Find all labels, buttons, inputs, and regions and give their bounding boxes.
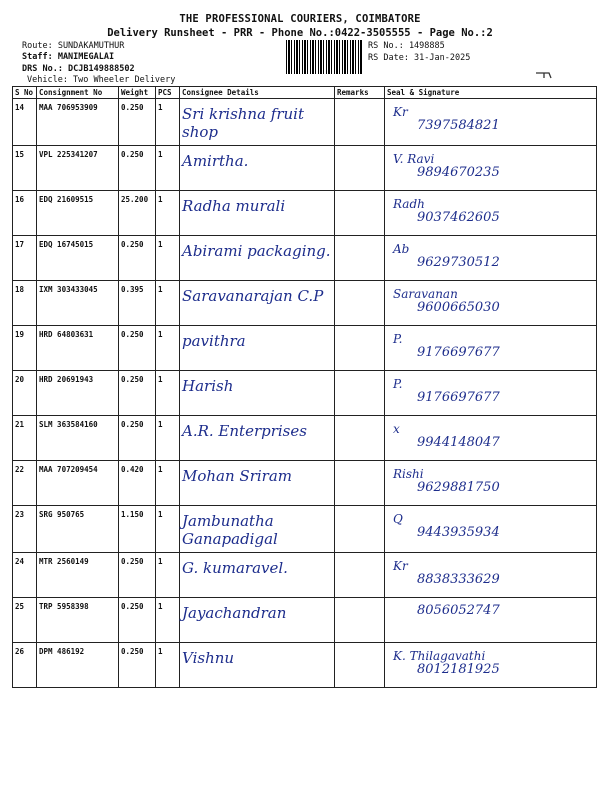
table-row [13, 191, 597, 236]
consignment-cell: EDQ 21609515 [37, 191, 119, 236]
remarks-cell [335, 598, 385, 643]
signature-phone: 9629881750 [417, 480, 500, 495]
consignee-cell: A.R. Enterprises [180, 416, 335, 461]
remarks-cell [335, 99, 385, 146]
signature-phone: 9944148047 [417, 435, 500, 450]
consignment-cell: VPL 225341207 [37, 146, 119, 191]
signature-phone: 8838333629 [417, 572, 500, 587]
signature-phone: 8012181925 [417, 662, 500, 677]
consignment-cell: SRG 950765 [37, 506, 119, 553]
signature-name: Kr [393, 105, 408, 119]
consignment-cell: HRD 64803631 [37, 326, 119, 371]
signature-name: Radh [393, 197, 425, 211]
signature-cell [385, 506, 597, 553]
remarks-cell [335, 281, 385, 326]
weight-cell: 25.200 [119, 191, 156, 236]
signature-name: Rishi [393, 467, 424, 481]
pcs-cell: 1 [156, 326, 180, 371]
sno-cell: 21 [13, 416, 37, 461]
pcs-cell: 1 [156, 461, 180, 506]
signature-phone: 9629730512 [417, 255, 500, 270]
sno-cell: 15 [13, 146, 37, 191]
remarks-cell [335, 371, 385, 416]
remarks-cell [335, 461, 385, 506]
consignee-cell: Mohan Sriram [180, 461, 335, 506]
weight-cell: 0.250 [119, 99, 156, 146]
col-header-consignment: Consignment No [37, 87, 119, 99]
signature-cell [385, 99, 597, 146]
signature-name: Q [393, 512, 403, 526]
pcs-cell: 1 [156, 598, 180, 643]
table-row [13, 643, 597, 688]
consignment-cell: IXM 303433045 [37, 281, 119, 326]
table-header-row [13, 87, 597, 99]
signature-cell [385, 371, 597, 416]
weight-cell: 0.250 [119, 416, 156, 461]
signature-name: P. [393, 332, 403, 346]
runsheet-table [12, 86, 597, 688]
weight-cell: 0.250 [119, 326, 156, 371]
consignee-cell: Jayachandran [180, 598, 335, 643]
sno-cell: 20 [13, 371, 37, 416]
signature-cell [385, 643, 597, 688]
table-row [13, 553, 597, 598]
sno-cell: 22 [13, 461, 37, 506]
col-header-remarks: Remarks [335, 87, 385, 99]
signature-name: x [393, 422, 400, 436]
consignment-cell: TRP 5958398 [37, 598, 119, 643]
pcs-cell: 1 [156, 416, 180, 461]
signature-phone: 9600665030 [417, 300, 500, 315]
remarks-cell [335, 326, 385, 371]
weight-cell: 0.250 [119, 146, 156, 191]
remarks-cell [335, 553, 385, 598]
remarks-cell [335, 146, 385, 191]
signature-name: Ab [393, 242, 410, 256]
consignment-cell: SLM 363584160 [37, 416, 119, 461]
signature-cell [385, 598, 597, 643]
rs-number: RS No.: 1498885 [368, 41, 445, 51]
consignee-cell: Sri krishna fruit shop [180, 99, 335, 146]
runsheet-title: Delivery Runsheet - PRR - Phone No.:0422-3505555 - Page No.:2 [107, 27, 493, 39]
remarks-cell [335, 506, 385, 553]
table-row [13, 281, 597, 326]
sno-cell: 25 [13, 598, 37, 643]
col-header-weight: Weight [119, 87, 156, 99]
pcs-cell: 1 [156, 146, 180, 191]
signature-phone: 9176697677 [417, 390, 500, 405]
consignee-cell: Jambunatha Ganapadigal [180, 506, 335, 553]
weight-cell: 0.250 [119, 236, 156, 281]
signature-name: P. [393, 377, 403, 391]
signature-phone: 8056052747 [417, 603, 500, 618]
pcs-cell: 1 [156, 99, 180, 146]
table-row [13, 99, 597, 146]
signature-cell [385, 281, 597, 326]
table-row [13, 506, 597, 553]
table-row [13, 146, 597, 191]
signature-cell [385, 553, 597, 598]
weight-cell: 1.150 [119, 506, 156, 553]
pcs-cell: 1 [156, 506, 180, 553]
table-row [13, 236, 597, 281]
consignment-cell: DPM 486192 [37, 643, 119, 688]
table-row [13, 326, 597, 371]
sno-cell: 18 [13, 281, 37, 326]
weight-cell: 0.250 [119, 643, 156, 688]
consignment-cell: HRD 20691943 [37, 371, 119, 416]
signature-cell [385, 146, 597, 191]
pcs-cell: 1 [156, 371, 180, 416]
signature-phone: 9443935934 [417, 525, 500, 540]
signature-name: K. Thilagavathi [393, 649, 486, 663]
signature-phone: 9894670235 [417, 165, 500, 180]
weight-cell: 0.420 [119, 461, 156, 506]
consignment-cell: MAA 706953909 [37, 99, 119, 146]
remarks-cell [335, 643, 385, 688]
remarks-cell [335, 191, 385, 236]
consignee-cell: Vishnu [180, 643, 335, 688]
route-label: Route: SUNDAKAMUTHUR [22, 41, 125, 51]
signature-cell [385, 326, 597, 371]
staff-label: Staff: MANIMEGALAI [22, 52, 115, 62]
consignment-cell: MTR 2560149 [37, 553, 119, 598]
signature-cell [385, 461, 597, 506]
consignee-cell: Saravanarajan C.P [180, 281, 335, 326]
weight-cell: 0.250 [119, 598, 156, 643]
consignee-cell: Harish [180, 371, 335, 416]
col-header-sno: S No [13, 87, 37, 99]
signature-phone: 9037462605 [417, 210, 500, 225]
signature-cell [385, 416, 597, 461]
drs-number: DRS No.: DCJB149888502 [22, 64, 135, 74]
consignee-cell: Radha murali [180, 191, 335, 236]
signature-name: Kr [393, 559, 408, 573]
sno-cell: 14 [13, 99, 37, 146]
table-body [13, 99, 597, 688]
sno-cell: 26 [13, 643, 37, 688]
sno-cell: 16 [13, 191, 37, 236]
signature-phone: 7397584821 [417, 118, 500, 133]
table-row [13, 371, 597, 416]
pcs-cell: 1 [156, 236, 180, 281]
weight-cell: 0.250 [119, 553, 156, 598]
consignee-cell: pavithra [180, 326, 335, 371]
table-row [13, 461, 597, 506]
signature-name: V. Ravi [393, 152, 435, 166]
consignment-cell: EDQ 16745015 [37, 236, 119, 281]
company-name: THE PROFESSIONAL COURIERS, COIMBATORE [179, 13, 421, 25]
col-header-consignee: Consignee Details [180, 87, 335, 99]
consignee-cell: Amirtha. [180, 146, 335, 191]
consignment-cell: MAA 707209454 [37, 461, 119, 506]
pcs-cell: 1 [156, 643, 180, 688]
sno-cell: 23 [13, 506, 37, 553]
consignee-cell: G. kumaravel. [180, 553, 335, 598]
consignee-cell: Abirami packaging. [180, 236, 335, 281]
weight-cell: 0.395 [119, 281, 156, 326]
barcode-image [286, 40, 362, 74]
signature-cell [385, 191, 597, 236]
pcs-cell: 1 [156, 191, 180, 236]
pcs-cell: 1 [156, 281, 180, 326]
col-header-signature: Seal & Signature [385, 87, 597, 99]
table-row [13, 598, 597, 643]
logo-mark-icon [535, 70, 553, 80]
vehicle-label: Vehicle: Two Wheeler Delivery [27, 75, 176, 85]
sno-cell: 19 [13, 326, 37, 371]
rs-date: RS Date: 31-Jan-2025 [368, 53, 471, 63]
remarks-cell [335, 236, 385, 281]
table-row [13, 416, 597, 461]
signature-cell [385, 236, 597, 281]
signature-phone: 9176697677 [417, 345, 500, 360]
remarks-cell [335, 416, 385, 461]
weight-cell: 0.250 [119, 371, 156, 416]
sno-cell: 17 [13, 236, 37, 281]
col-header-pcs: PCS [156, 87, 180, 99]
sno-cell: 24 [13, 553, 37, 598]
pcs-cell: 1 [156, 553, 180, 598]
signature-name: Saravanan [393, 287, 458, 301]
